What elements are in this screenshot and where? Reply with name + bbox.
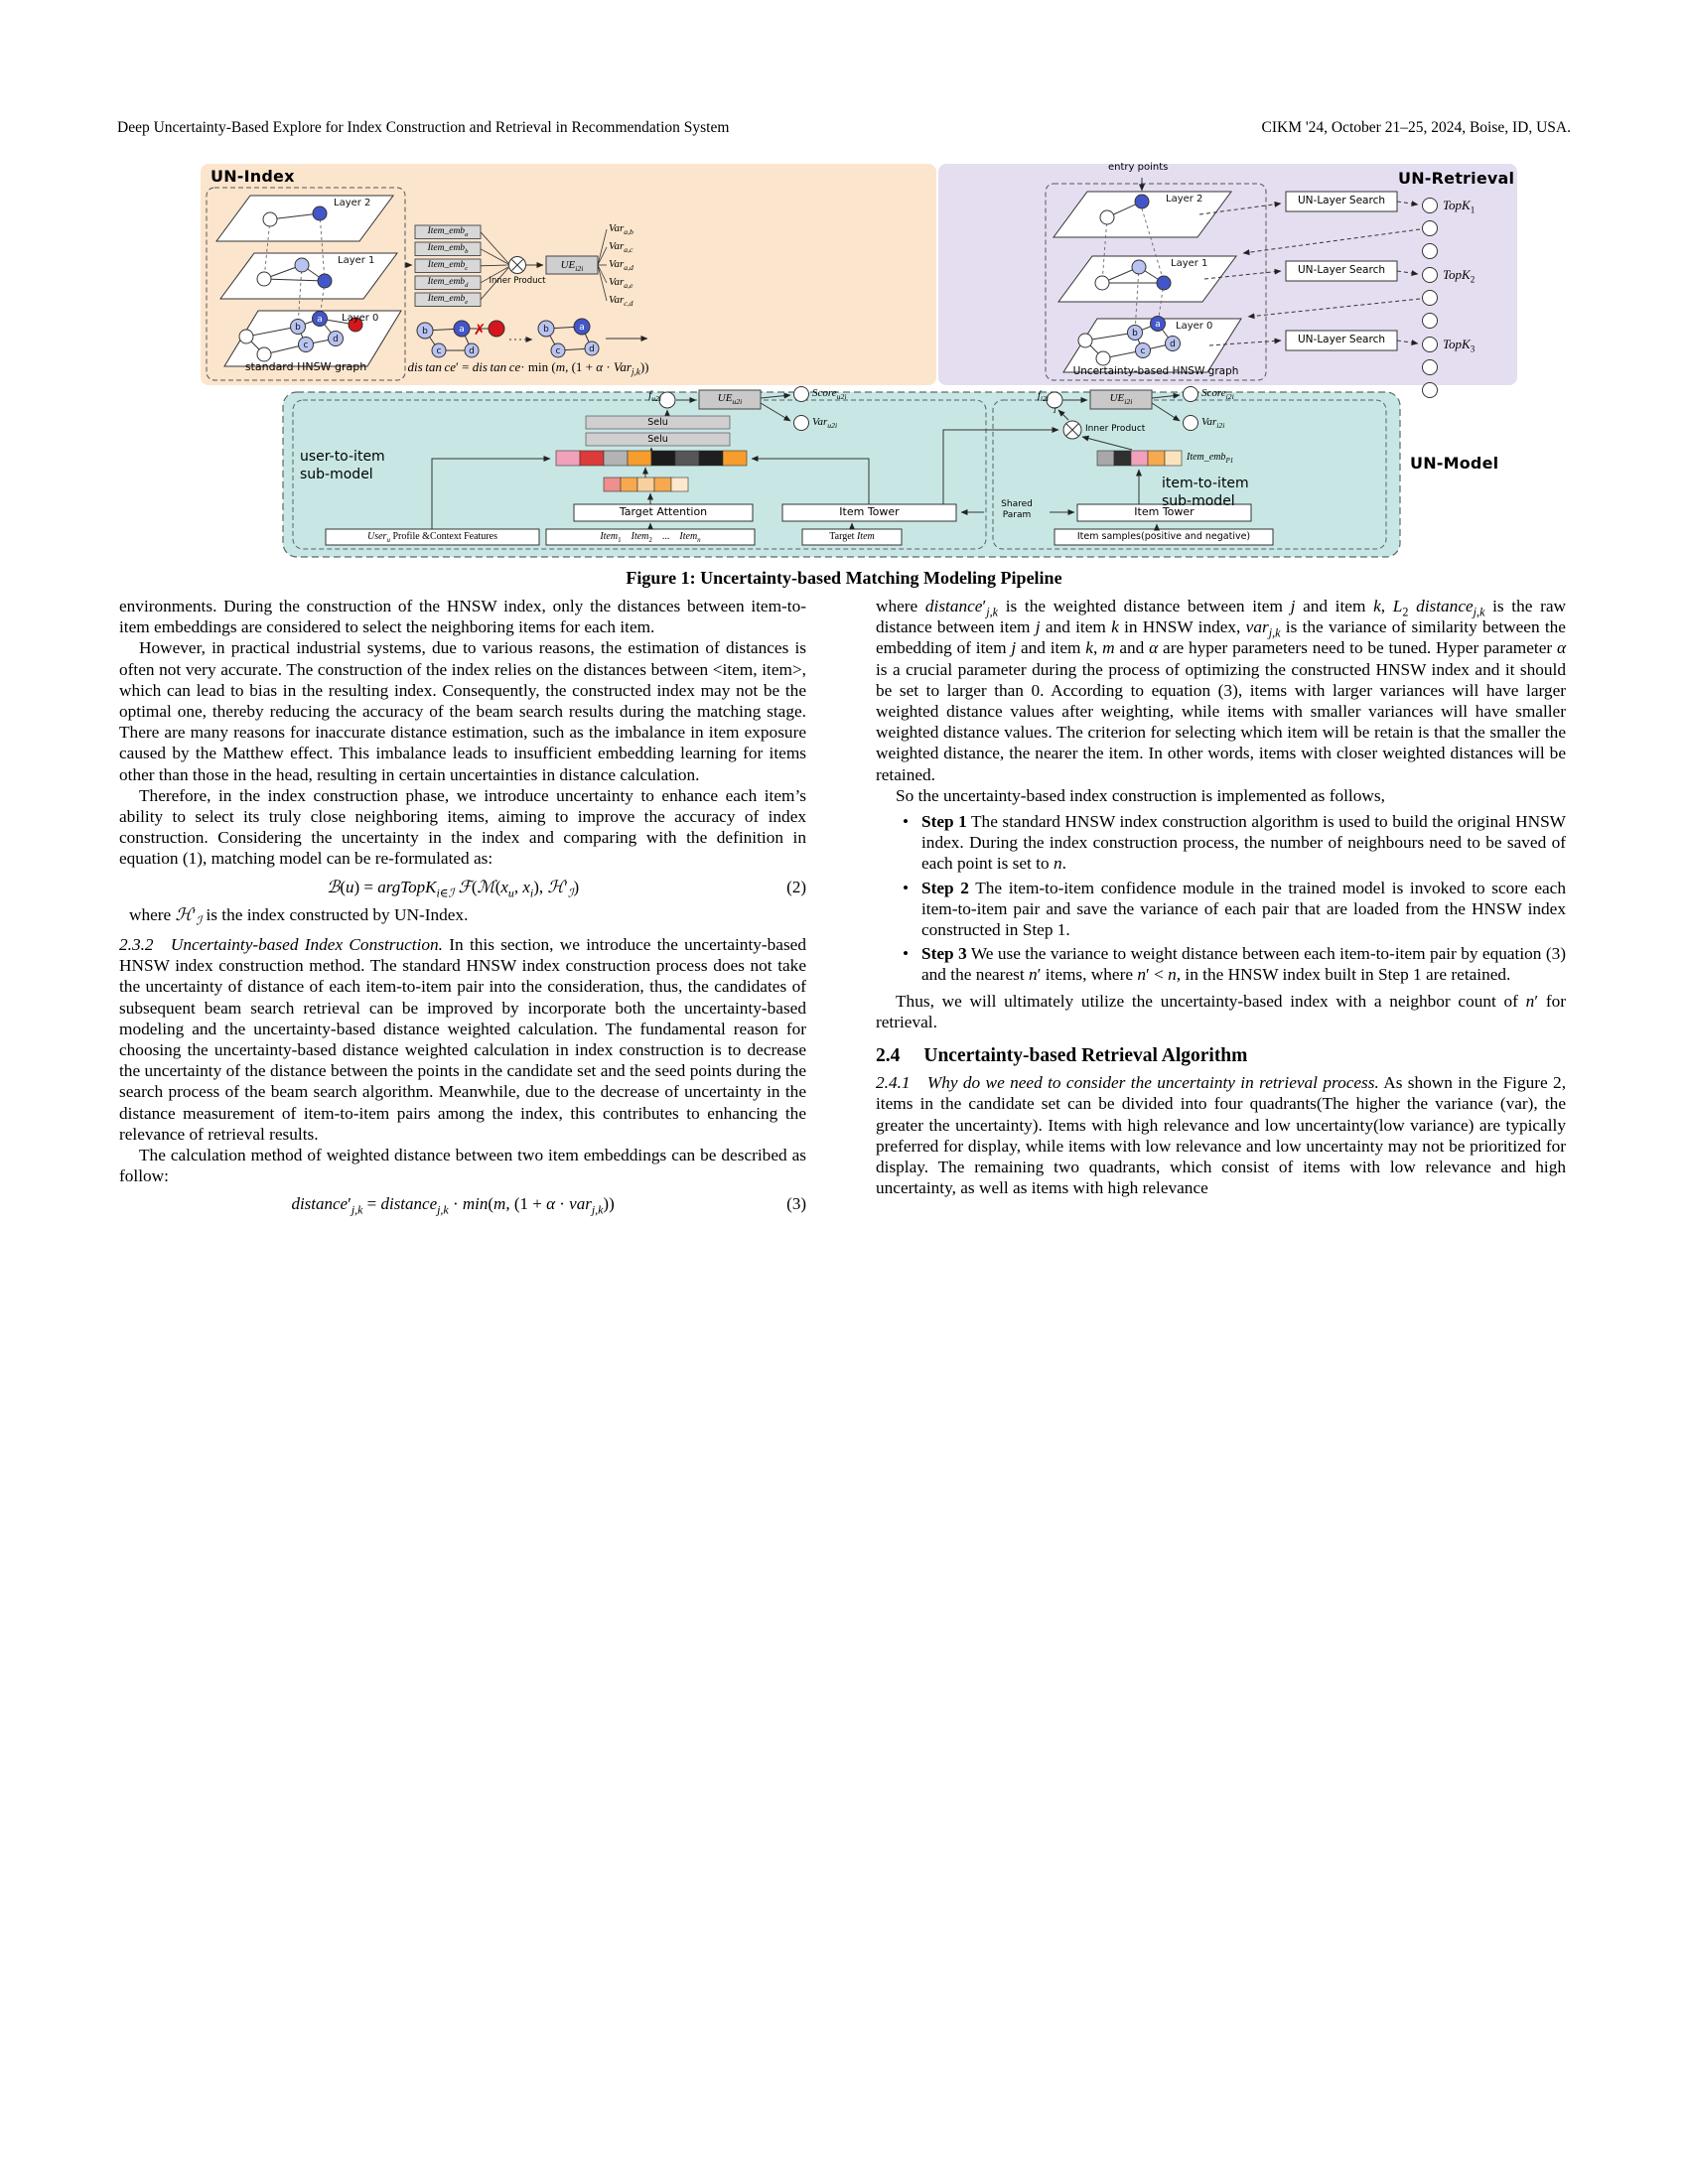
u2i-submodel-label: user-to-item sub-model [300, 449, 385, 483]
section-heading-2-4 [876, 1045, 1566, 1066]
equation-body: ℬ(u) = argTopK$_{i\in ℐ}$ $ℱ(ℳ(x_u$, $x_i$), $ℋ'_ℐ$) [326, 877, 580, 900]
entry-points-label: entry points [1108, 162, 1169, 173]
node-letter: d [333, 335, 339, 344]
list-item: • Step 3 We use the variance to weight distance between each item-to-item pair by equation (3) and the nearest n′ items, where n′ < n, in the HNSW index built in Step 1 are retained. [921, 943, 1566, 985]
equation-2 [119, 877, 806, 900]
list-item: • Step 2 The item-to-item confidence module in the trained model is invoked to score each item-to-item pair and save the variance of each pair that are loaded from the HNSW index constructed in Step 1. [921, 878, 1566, 941]
un-model-title: UN-Model [1410, 454, 1499, 473]
item-emb-box: Item_emb$_d$ [427, 277, 469, 289]
score-i2i-label: Score$_{i2i}$ [1201, 387, 1234, 402]
weighted-distance-formula: dis tan ce′ = dis tan ce· min (m, (1 + α · Var$_{j,k}$)) [407, 359, 649, 377]
user-features-box: User$_u$ Profile &Context Features [367, 531, 497, 544]
ue-i2i-model-box: $UE_{i2i}$ [1109, 392, 1133, 407]
shared-param-label: Shared Param [1001, 499, 1033, 521]
score-u2i-label: Score$_{u2i}$ [812, 387, 847, 402]
layer-label: Layer 0 [342, 313, 379, 324]
un-index-title: UN-Index [211, 167, 295, 186]
node-letter: a [579, 323, 585, 333]
uncertainty-graph-caption: Uncertainty-based HNSW graph [1072, 365, 1239, 377]
pruned-edge-x-icon: ✗ [473, 321, 487, 339]
item-tower-box: Item Tower [1134, 505, 1195, 518]
item-emb-box: Item_emb$_e$ [427, 294, 469, 306]
topk-label: TopK$_2$ [1443, 267, 1476, 285]
paragraph: environments. During the construction of the HNSW index, only the distances between item-to-item embeddings are considered to select the neighboring items for each item. [119, 597, 806, 637]
target-item-box: Target Item [829, 531, 875, 542]
topk-label: TopK$_1$ [1443, 198, 1476, 215]
item-samples-box: Item samples(positive and negative) [1076, 531, 1251, 542]
right-column [876, 596, 1566, 1198]
ue-u2i-box: $UE_{u2i}$ [717, 392, 743, 407]
un-layer-search-box: UN-Layer Search [1297, 334, 1385, 345]
variance-label: Var$_{a,c}$ [609, 240, 633, 255]
item-tower-box: Item Tower [839, 505, 900, 518]
node-letter: a [317, 315, 323, 325]
subsection-2-4-1: 2.4.1 Why do we need to consider the uncertainty in retrieval process. As shown in the Figure 2, items in the candidate set can be divided into four quadrants(The higher the variance (var), the greater the uncertainty). Items with high relevance and low uncertainty(low variance) are typically preferred for display, while items with low relevance and low uncertainty may not be prioritized for display. The remaining two quadrants, which consist of items with low relevance and high uncertainty, as well as items with high relevance [876, 1073, 1567, 1198]
node-letter: a [1155, 320, 1161, 330]
node-letter: a [459, 325, 465, 335]
paragraph: where $ℋ'_ℐ$ is the index constructed by UN-Index. [129, 904, 469, 928]
item-emb-box: Item_emb$_a$ [427, 226, 469, 238]
node-letter: c [303, 341, 309, 350]
variance-label: Var$_{a,d}$ [609, 258, 633, 273]
equation-number: (3) [786, 1194, 806, 1214]
figure-1 [199, 162, 1519, 561]
inner-product-label: Inner Product [1085, 424, 1146, 434]
node-letter: d [589, 344, 595, 354]
selu-box: Selu [647, 417, 668, 428]
transpose-label: T [1053, 406, 1057, 415]
item-sequence-box: Item$_1$ Item$_2$ ... Item$_n$ [600, 531, 701, 544]
un-layer-search-box: UN-Layer Search [1297, 195, 1385, 206]
inner-product-label: Inner Product [489, 276, 546, 286]
running-header-left: Deep Uncertainty-Based Explore for Index Construction and Retrieval in Recommendation System [117, 119, 730, 136]
running-header-right: CIKM '24, October 21–25, 2024, Boise, ID, USA. [1261, 119, 1571, 136]
f-u2i-label: $f_{u2i}$ [648, 389, 661, 404]
un-layer-search-box: UN-Layer Search [1297, 264, 1385, 276]
equation-3 [119, 1193, 806, 1217]
paragraph: However, in practical industrial systems, due to various reasons, the estimation of distances is often not very accurate. The construction of the index relies on the distances between <item, item>, which can lead to bias in the resulting index. Consequently, the constructed index may not be the optimal one, thereby reducing the accuracy of the beam search results during the matching stage. There are many reasons for inaccurate distance estimation, such as the imbalance in item exposure caused by the Matthew effect. This imbalance leads to insufficient embedding learning for items other than those in the head, resulting in certain uncertainties in distance calculation. [119, 638, 806, 784]
paragraph: So the uncertainty-based index construction is implemented as follows, [896, 785, 1385, 805]
layer-label: Layer 1 [1171, 258, 1208, 269]
steps-list [876, 811, 1566, 986]
node-letter: c [555, 346, 561, 356]
paragraph: where $distance'_{j,k}$ is the weighted distance between item j and item k, $L_2$ distance$_{j,k}$ is the raw distance between item j and item k in HNSW index, var$_{j,k}$ is the variance of similarity between the embedding of item j and item k, m and α are hyper parameters need to be tuned. Hyper parameter α is a crucial parameter during the process of optimizing the constructed HNSW index and it should be set to larger than 0. According to equation (3), items with larger variances will have larger weighted distance values after weighting, while items with smaller variances will have smaller weighted distance values. The criterion for selecting which item will be retain is that the smaller the weighted distance, the nearer the item. In other words, items with closer weighted distances will be retained. [876, 597, 1567, 784]
section-number: 2.4 [876, 1045, 901, 1067]
node-letter: c [436, 346, 442, 356]
var-i2i-label: Var$_{i2i}$ [1201, 416, 1225, 431]
layer-label: Layer 2 [1166, 194, 1203, 205]
figure-caption: Figure 1: Uncertainty-based Matching Modeling Pipeline [626, 568, 1062, 588]
f-i2i-label: $f_{i2i}$ [1037, 389, 1049, 404]
layer-label: Layer 0 [1176, 321, 1213, 332]
i2i-submodel-label: item-to-item sub-model [1162, 476, 1249, 510]
un-retrieval-title: UN-Retrieval [1398, 169, 1515, 188]
variance-label: Var$_{c,d}$ [609, 294, 633, 309]
node-letter: b [295, 323, 301, 333]
item-emb-p1-label: Item_emb$_{P1}$ [1187, 452, 1234, 465]
subsection-2-3-2: 2.3.2 Uncertainty-based Index Construction. In this section, we introduce the uncertainty-based HNSW index construction method. The standard HNSW index construction process does not take the uncertainty of distance of each item-to-item pair into the consideration, thus, the candidates of subsequent beam search retrieval can be improved by incorporate both the uncertainty-based modeling and the uncertainty-based distance weighted calculation. The fundamental reason for choosing the uncertainty-based distance weighted calculation in index construction is to decrease the uncertainty of the distance between the points in the candidate set and the seed points during the search process of the beam search algorithm. Meanwhile, due to the decrease of uncertainty in the distance measurement of item-to-item pairs among the index, this contributes to enhancing the relevance of retrieval results. [119, 935, 806, 1144]
paragraph: The calculation method of weighted distance between two item embeddings can be described as follow: [119, 1146, 806, 1186]
layer-label: Layer 2 [334, 198, 371, 208]
list-item: • Step 1 The standard HNSW index construction algorithm is used to build the original HNSW index. During the index construction process, the number of neighbours need to be saved of each point is set to n. [921, 811, 1566, 875]
var-u2i-label: Var$_{u2i}$ [812, 416, 838, 431]
node-letter: b [1132, 329, 1138, 339]
paragraph: Thus, we will ultimately utilize the uncertainty-based index with a neighbor count of n′ for retrieval. [876, 991, 1566, 1031]
node-letter: d [1170, 340, 1176, 349]
target-attention-box: Target Attention [619, 505, 708, 518]
topk-label: TopK$_3$ [1443, 337, 1476, 354]
node-letter: b [543, 325, 549, 335]
item-emb-box: Item_emb$_c$ [427, 260, 469, 272]
paragraph: Therefore, in the index construction phase, we introduce uncertainty to enhance each item’s ability to select its truly close neighboring items, aiming to improve the accuracy of index construction. Considering the uncertainty in the index and comparing with the definition in equation (1), matching model can be re-formulated as: [119, 785, 806, 869]
standard-graph-caption: standard HNSW graph [244, 360, 367, 373]
selu-box: Selu [647, 434, 668, 445]
variance-label: Var$_{a,e}$ [609, 276, 633, 291]
running-header [117, 119, 1571, 137]
section-title: Uncertainty-based Retrieval Algorithm [923, 1045, 1248, 1067]
equation-number: (2) [786, 877, 806, 896]
node-letter: c [1140, 346, 1146, 356]
layer-label: Layer 1 [338, 255, 375, 266]
variance-label: Var$_{a,b}$ [609, 222, 633, 237]
left-column [119, 596, 806, 1222]
equation-body: $distance'_{j,k}$ = distance$_{j,k}$ · min(m, (1 + α · var$_{j,k}$)) [291, 1194, 615, 1217]
node-letter: b [422, 327, 428, 337]
node-letter: d [469, 346, 475, 356]
item-emb-box: Item_emb$_b$ [427, 243, 469, 255]
ue-i2i-box: $UE_{i2i}$ [560, 259, 584, 274]
